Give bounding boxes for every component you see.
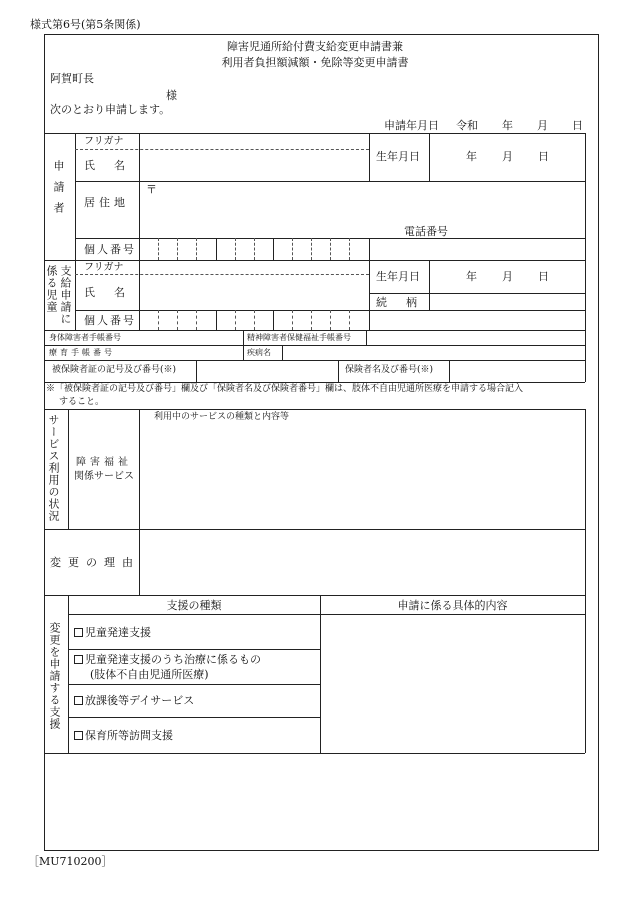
child-name-input[interactable] [143,280,363,302]
disease-label: 疾病名 [247,348,271,357]
support-detail-header: 申請に係る具体的内容 [397,599,508,612]
mental-cert-label: 精神障害者保健福祉手帳番号 [247,333,351,342]
applicant-name-input[interactable] [143,155,363,175]
intro-text: 次のとおり申請します。 [50,103,171,116]
year-label: 年 [502,119,513,132]
era-label: 令和 [456,119,478,132]
form-number: 様式第6号(第5条関係) [30,18,141,31]
service-content-input[interactable] [143,426,585,528]
application-date-label: 申請年月日 [384,119,439,132]
service-row-label-b: 関係サービス [74,471,134,482]
child-section-label-b: 係る児童 [45,265,58,313]
reason-label: 変更の理由 [50,556,140,569]
support-checkbox-4[interactable] [74,731,83,740]
support-detail-input[interactable] [324,618,585,753]
support-item-2: 児童発達支援のうち治療に係るもの [85,653,261,666]
honorific: 様 [166,89,177,102]
applicant-name-label: 氏 名 [84,159,129,172]
child-dob-day: 日 [538,270,549,283]
note-line2: すること。 [59,397,105,407]
child-relation-input[interactable] [433,296,581,308]
applicant-phone-input[interactable] [456,224,581,237]
postal-mark: 〒 [146,183,157,196]
note-line1: ※「被保険者証の記号及び番号」欄及び「保険者名及び保険者番号」欄は、肢体不自由児通所医療を申請する場合記入 [46,384,524,394]
mental-cert-input[interactable] [369,332,581,343]
support-type-header: 支援の種類 [166,599,222,612]
applicant-dob-year: 年 [466,150,477,163]
insurer-input[interactable] [452,364,581,378]
applicant-id-label: 個人番号 [84,243,136,256]
applicant-address-label: 居住地 [84,196,129,209]
child-furigana-label: フリガナ [84,262,124,273]
service-content-label: 利用中のサービスの種類と内容等 [154,412,290,422]
child-dob-year: 年 [466,270,477,283]
rehab-cert-input[interactable] [140,347,240,358]
applicant-id-digit-boxes[interactable] [139,238,369,260]
support-checkbox-2[interactable] [74,655,83,664]
child-id-label: 個人番号 [84,314,136,327]
service-section-label: サービス利用の状況 [47,414,60,522]
applicant-phone-label: 電話番号 [404,225,448,238]
applicant-dob-day: 日 [538,150,549,163]
applicant-dob-month: 月 [502,150,513,163]
physical-cert-label: 身体障害者手帳番号 [49,333,121,342]
applicant-section-label: 申請者 [52,160,65,223]
form-title-line2: 利用者負担額減額・免除等変更申請書 [221,56,409,69]
support-item-1: 児童発達支援 [85,626,151,639]
reason-input[interactable] [143,533,585,595]
physical-cert-input[interactable] [140,332,240,343]
day-label: 日 [572,119,583,132]
support-checkbox-3[interactable] [74,696,83,705]
child-name-label: 氏 名 [84,286,129,299]
support-checkbox-1[interactable] [74,628,83,637]
support-item-2-sub: (肢体不自由児通所医療) [90,668,209,681]
service-row-label-a: 障害福祉 [76,457,132,468]
support-section-label: 変更を申請する支援 [48,622,61,730]
month-label: 月 [537,119,548,132]
applicant-furigana-label: フリガナ [84,136,124,147]
insured-number-label: 被保険者証の記号及び番号(※) [52,365,177,375]
support-item-3: 放課後等デイサービス [85,694,195,707]
child-dob-label: 生年月日 [376,270,420,283]
addressee: 阿賀町長 [50,72,94,85]
rehab-cert-label: 療育手帳番号 [49,348,115,357]
child-id-digit-boxes[interactable] [139,310,369,330]
form-title-line1: 障害児通所給付費支給変更申請書兼 [227,40,403,53]
applicant-address-input[interactable] [160,184,580,216]
footer-code: ［MU710200］ [28,855,113,868]
insurer-label: 保険者名及び番号(※) [345,365,434,375]
applicant-dob-label: 生年月日 [376,150,420,163]
insured-number-input[interactable] [199,364,335,378]
applicant-furigana-input[interactable] [143,136,363,148]
child-section-label-a: 支給申請に [59,265,72,325]
disease-input[interactable] [285,347,581,358]
child-relation-label: 続 柄 [376,296,421,309]
child-furigana-input[interactable] [143,262,363,273]
child-dob-month: 月 [502,270,513,283]
support-item-4: 保育所等訪問支援 [85,729,173,742]
